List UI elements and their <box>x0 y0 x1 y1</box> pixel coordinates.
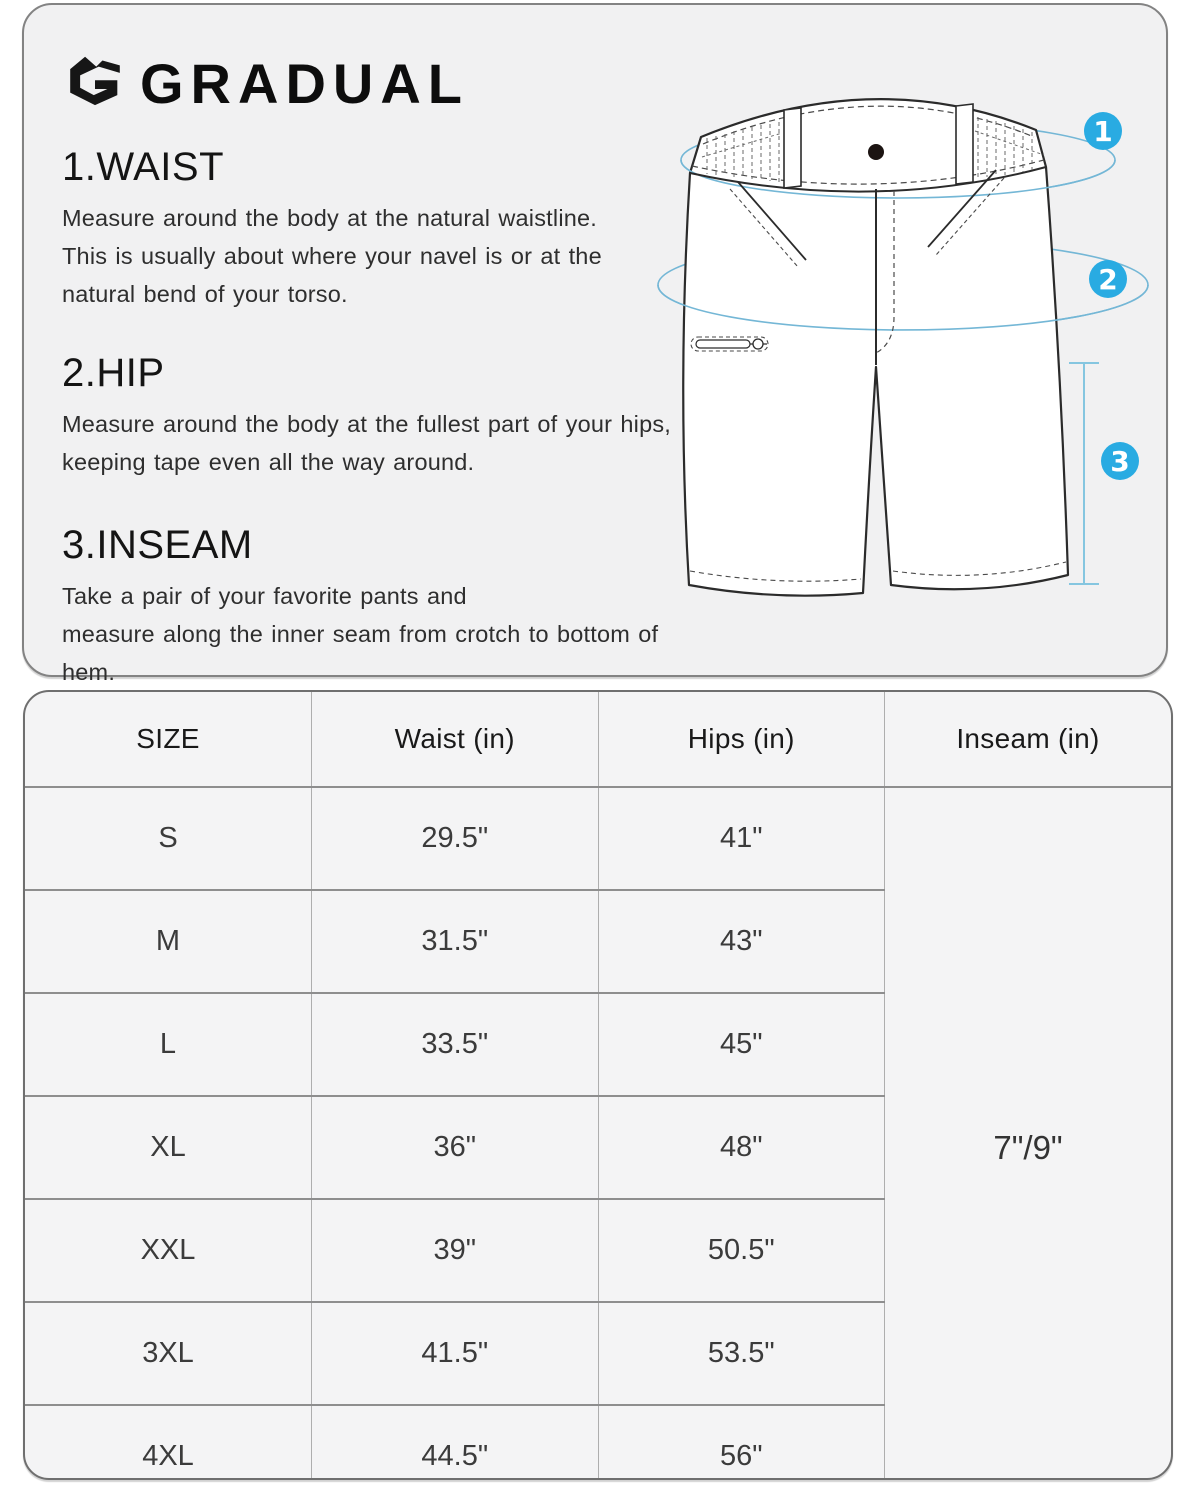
waist-cell: 36" <box>312 1096 599 1199</box>
size-cell: 3XL <box>25 1302 312 1405</box>
gradual-logo-icon <box>62 53 128 115</box>
header-hips: Hips (in) <box>598 692 885 787</box>
waist-button <box>868 144 884 160</box>
marker-1-waist <box>1084 112 1122 150</box>
inseam-merged-cell: 7"/9" <box>885 787 1172 1480</box>
waist-cell: 33.5" <box>312 993 599 1096</box>
svg-text:3: 3 <box>1110 445 1130 478</box>
waist-heading: 1.WAIST <box>62 145 225 189</box>
hip-line-2: keeping tape even all the way around. <box>62 449 475 475</box>
marker-2-hip <box>1089 260 1127 298</box>
waist-cell: 44.5" <box>312 1405 599 1480</box>
inseam-heading: 3.INSEAM <box>62 523 253 567</box>
instructions-text-block <box>62 53 672 691</box>
hips-cell: 56" <box>598 1405 885 1480</box>
hip-line-1: Measure around the body at the fullest part of your hips, <box>62 411 672 437</box>
waist-line-1: Measure around the body at the natural waistline. <box>62 205 598 231</box>
size-chart-table <box>23 690 1173 1480</box>
hips-cell: 41" <box>598 787 885 890</box>
size-cell: XXL <box>25 1199 312 1302</box>
zip-pocket-tape <box>696 340 750 348</box>
waist-cell: 39" <box>312 1199 599 1302</box>
hip-heading: 2.HIP <box>62 351 165 395</box>
brand-logo <box>62 53 672 115</box>
size-cell: 4XL <box>25 1405 312 1480</box>
table-row <box>25 787 1171 890</box>
table-header-row <box>25 692 1171 787</box>
hips-cell: 50.5" <box>598 1199 885 1302</box>
header-size: SIZE <box>25 692 312 787</box>
waist-cell: 41.5" <box>312 1302 599 1405</box>
section-hip <box>62 349 672 481</box>
waist-cell: 31.5" <box>312 890 599 993</box>
waist-line-2: This is usually about where your navel is or at the <box>62 243 602 269</box>
measure-instructions-panel <box>22 3 1168 685</box>
section-inseam <box>62 521 672 691</box>
waist-cell: 29.5" <box>312 787 599 890</box>
hips-cell: 48" <box>598 1096 885 1199</box>
shorts-measurement-diagram <box>636 85 1156 602</box>
size-cell: S <box>158 822 178 854</box>
waist-line-3: natural bend of your torso. <box>62 281 348 307</box>
size-cell: XL <box>25 1096 312 1199</box>
marker-3-inseam <box>1101 442 1139 480</box>
hips-cell: 45" <box>598 993 885 1096</box>
hips-cell: 43" <box>598 890 885 993</box>
inseam-measure-line <box>1069 363 1099 584</box>
section-waist <box>62 143 672 313</box>
header-inseam: Inseam (in) <box>885 692 1172 787</box>
belt-loop-right <box>956 104 973 184</box>
size-cell: L <box>25 993 312 1096</box>
belt-loop-left <box>784 108 801 188</box>
inseam-line-2: measure along the inner seam from crotch to bottom of hem. <box>62 621 659 685</box>
svg-text:1: 1 <box>1093 115 1113 148</box>
inseam-line-1: Take a pair of your favorite pants and <box>62 583 467 609</box>
svg-text:2: 2 <box>1098 263 1118 296</box>
brand-name: GRADUAL <box>140 52 469 115</box>
header-waist: Waist (in) <box>312 692 599 787</box>
size-cell: M <box>25 890 312 993</box>
hips-cell: 53.5" <box>598 1302 885 1405</box>
